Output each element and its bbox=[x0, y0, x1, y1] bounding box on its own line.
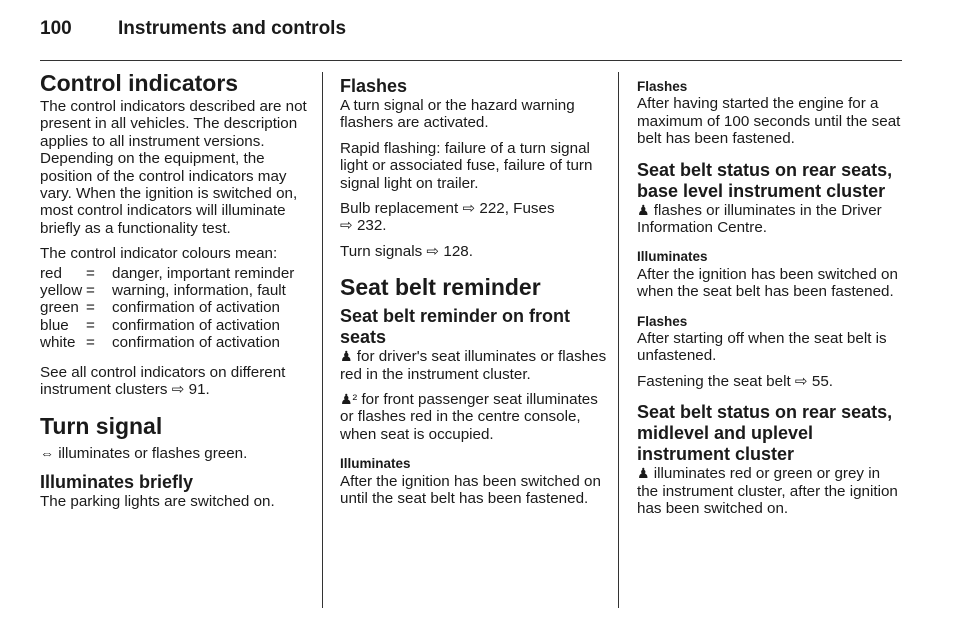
flashes-text: After starting off when the seat belt is unfastened. bbox=[637, 330, 887, 365]
illuminates-text: After the ignition has been switched on until the seat belt has been fastened. bbox=[340, 472, 601, 508]
passenger-seat-belt-icon: ♟² bbox=[340, 391, 358, 408]
subheading-front-seats: Seat belt reminder on front seats bbox=[340, 306, 571, 348]
rear-base-paragraph bbox=[637, 202, 905, 237]
page-ref-link[interactable]: 55. bbox=[811, 372, 833, 390]
flashes-text: A turn signal or the hazard warning flashers are activated. bbox=[340, 97, 575, 132]
equals-sign: = bbox=[86, 282, 95, 300]
column-2 bbox=[340, 70, 610, 516]
column-3 bbox=[637, 70, 905, 526]
colours-intro: The control indicator colours mean: bbox=[40, 245, 278, 263]
page-ref-arrow-icon: ⇨ bbox=[462, 200, 476, 218]
subheading-rear-mid-uplevel: Seat belt status on rear seats, midlevel and uplevel instrument cluster bbox=[637, 402, 893, 465]
colour-row bbox=[40, 334, 310, 351]
see-all-text: See all control indicators on different instrument clusters bbox=[40, 363, 286, 399]
colour-meaning: confirmation of activation bbox=[112, 334, 280, 352]
driver-seat-paragraph bbox=[340, 348, 610, 383]
passenger-seat-text: for front passenger seat illuminates or flashes red in the centre console, when seat is occupied. bbox=[340, 391, 598, 443]
turn-signals-paragraph bbox=[340, 243, 610, 260]
bulb-replacement-paragraph bbox=[340, 200, 610, 235]
flashes-text: After having started the engine for a maximum of 100 seconds until the seat belt has been fastened. bbox=[637, 95, 901, 148]
subheading-flashes: Flashes bbox=[637, 313, 688, 329]
equals-sign: = bbox=[86, 299, 95, 317]
equals-sign: = bbox=[86, 334, 95, 352]
colour-meaning: danger, important reminder bbox=[112, 264, 295, 282]
seat-belt-icon: ♟ bbox=[637, 465, 650, 482]
subheading-flashes: Flashes bbox=[637, 79, 688, 94]
colour-row bbox=[40, 317, 310, 334]
page-ref-link[interactable]: 91. bbox=[188, 381, 210, 399]
equals-sign: = bbox=[86, 316, 95, 334]
illuminates-text: After the ignition has been switched on when the seat belt has been fastened. bbox=[637, 265, 898, 301]
equals-sign: = bbox=[86, 264, 95, 282]
subheading-illuminates: Illuminates bbox=[637, 249, 708, 265]
subheading-rear-base-level: Seat belt status on rear seats, base level instrument cluster bbox=[637, 159, 893, 201]
colour-name: yellow bbox=[40, 282, 83, 300]
page-ref-arrow-icon: ⇨ bbox=[426, 242, 440, 260]
colour-meaning: confirmation of activation bbox=[112, 299, 280, 317]
page-number: 100 bbox=[40, 18, 72, 39]
colour-meaning: warning, information, fault bbox=[112, 282, 286, 300]
colour-name: blue bbox=[40, 316, 69, 334]
turn-signal-paragraph bbox=[40, 445, 310, 462]
subheading-flashes: Flashes bbox=[340, 76, 408, 96]
driver-seat-text: for driver's seat illuminates or flashes red in the instrument cluster. bbox=[340, 348, 607, 383]
subheading-illuminates: Illuminates bbox=[340, 456, 411, 472]
page-header bbox=[40, 16, 920, 48]
seat-belt-icon: ♟ bbox=[637, 201, 650, 218]
page-ref-link[interactable]: 128. bbox=[443, 242, 473, 260]
page-ref-link[interactable]: 222, Fuses bbox=[479, 200, 555, 218]
colour-table bbox=[40, 265, 310, 352]
colour-name: green bbox=[40, 299, 79, 317]
illuminates-briefly-text: The parking lights are switched on. bbox=[40, 492, 275, 510]
page-ref-arrow-icon: ⇨ bbox=[340, 217, 353, 235]
rapid-flashing-text: Rapid flashing: failure of a turn signal light or associated fuse, failure of turn signal light on trailer. bbox=[340, 139, 593, 192]
rear-mid-text: illuminates red or green or grey in the instrument cluster, after the ignition has been switched on. bbox=[637, 465, 898, 518]
colour-row bbox=[40, 282, 310, 299]
column-1 bbox=[40, 70, 310, 518]
section-heading-seat-belt-reminder: Seat belt reminder bbox=[340, 274, 541, 301]
turn-signals-text: Turn signals bbox=[340, 242, 423, 260]
colour-row bbox=[40, 299, 310, 316]
page-ref-link[interactable]: 232. bbox=[356, 217, 387, 235]
see-all-paragraph bbox=[40, 364, 310, 399]
colour-name: white bbox=[40, 334, 76, 352]
chapter-title: Instruments and controls bbox=[118, 18, 347, 39]
bulb-text: Bulb replacement bbox=[340, 200, 459, 218]
section-heading-turn-signal: Turn signal bbox=[40, 412, 163, 439]
colour-name: red bbox=[40, 264, 62, 282]
rear-mid-paragraph bbox=[637, 465, 905, 517]
colour-row bbox=[40, 265, 310, 282]
intro-paragraph: The control indicators described are not present in all vehicles. The description applies to all instrument versions. Depending on the equipment, the position of the control indicators may vary. When the ignition is switched on, most control indicators will illuminate briefly as a functionality test. bbox=[40, 98, 307, 237]
rear-base-text: flashes or illuminates in the Driver Information Centre. bbox=[637, 201, 882, 237]
page-ref-arrow-icon: ⇨ bbox=[794, 372, 808, 390]
column-divider bbox=[322, 72, 323, 608]
turn-signal-arrows-icon: ⇔ bbox=[40, 444, 54, 461]
fastening-text: Fastening the seat belt bbox=[637, 372, 791, 390]
subheading-illuminates-briefly: Illuminates briefly bbox=[40, 471, 194, 492]
turn-signal-text: illuminates or flashes green. bbox=[58, 444, 248, 462]
column-divider bbox=[618, 72, 619, 608]
section-heading-control-indicators: Control indicators bbox=[40, 70, 239, 96]
page-ref-arrow-icon: ⇨ bbox=[171, 381, 185, 399]
header-rule bbox=[40, 60, 902, 61]
fastening-paragraph bbox=[637, 373, 905, 390]
seat-belt-icon: ♟ bbox=[340, 348, 353, 365]
colour-meaning: confirmation of activation bbox=[112, 316, 280, 334]
passenger-seat-paragraph bbox=[340, 391, 610, 443]
